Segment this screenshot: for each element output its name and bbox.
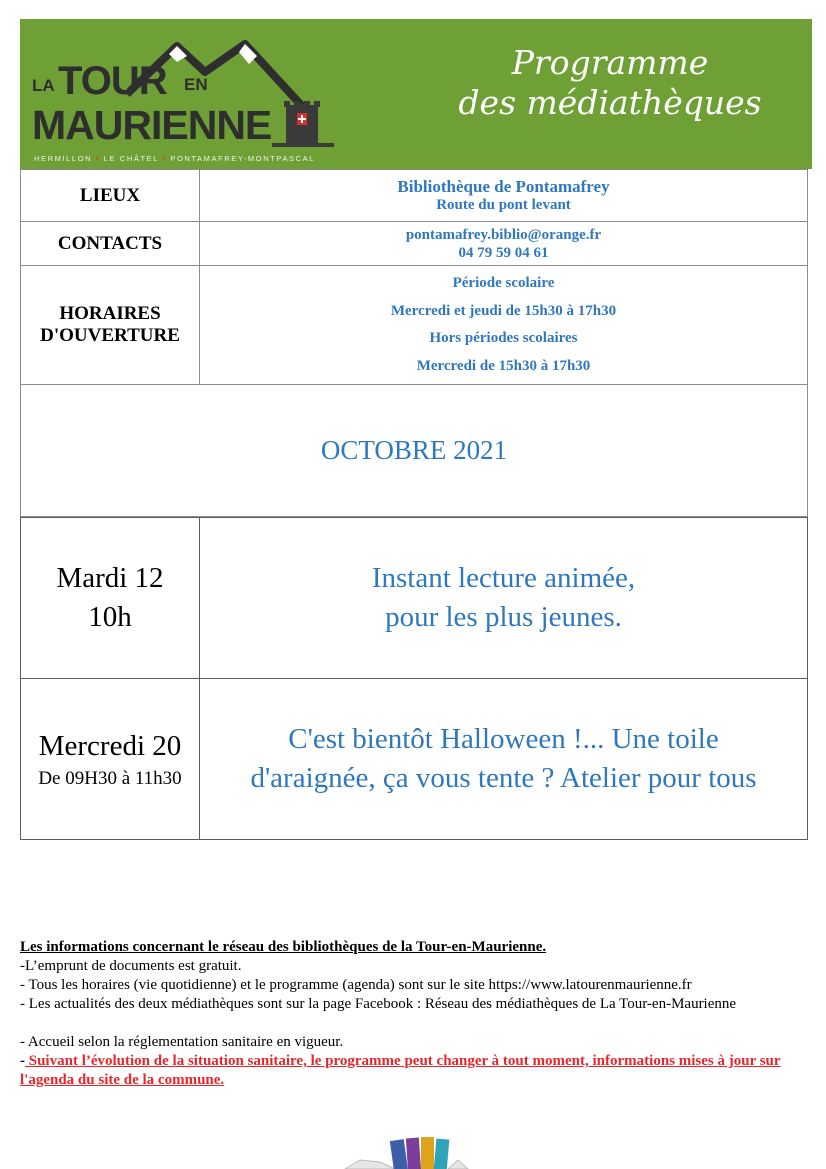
program-title: Programme des médiathèques [458,43,762,122]
castle-icon [272,99,334,149]
event-row [21,518,808,679]
books-illustration-icon [340,1132,470,1169]
row-lieux [21,170,808,222]
hours-line: Mercredi de 15h30 à 17h30 [416,357,591,374]
hours-line: Mercredi et jeudi de 15h30 à 17h30 [390,302,617,319]
hours-line: Hors périodes scolaires [429,330,578,346]
library-address: Route du pont levant [436,196,571,213]
notes-line: -L’emprunt de documents est gratuit. [20,958,242,974]
library-name: Bibliothèque de Pontamafrey [397,176,610,196]
logo-villages: HERMILLON • LE CHÂTEL • PONTAMAFREY-MONTPASCAL [34,154,316,163]
notes-section [20,938,800,1090]
row-horaires [21,266,808,385]
event-date-cell [21,679,200,840]
hours-line: Période scolaire [452,275,555,291]
event-description-cell [200,679,808,840]
logo [32,34,342,163]
logo-la: LA [32,76,55,95]
contacts-label: CONTACTS [21,222,200,266]
event-date: Mardi 12 [56,562,164,594]
lieux-value [200,170,808,222]
logo-maurienne: MAURIENNE [32,102,272,148]
info-table [20,169,808,385]
month-box [20,385,808,517]
row-contacts [21,222,808,266]
event-date: Mercredi 20 [38,729,182,762]
spacer [20,1014,800,1033]
events-table [20,517,808,840]
event-description: Instant lecture animée, [371,562,636,594]
event-time: 10h [88,601,132,633]
event-description-cell [200,518,808,679]
header-banner [20,19,812,169]
phone-number: 04 79 59 04 61 [458,244,549,261]
event-row [21,679,808,840]
month-title: OCTOBRE 2021 [320,435,508,465]
logo-tour: TOUR [58,59,167,103]
notes-heading: Les informations concernant le réseau des bibliothèques de la Tour-en-Maurienne. [20,939,547,955]
event-description: d'araignée, ça vous tente ? Atelier pour tous [250,762,757,794]
notes-line: - Les actualités des deux médiathèques sont sur la page Facebook : Réseau des médiathèques de La Tour-en-Maurienne [20,996,737,1012]
horaires-label: HORAIRES D'OUVERTURE [21,266,200,385]
event-time: De 09H30 à 11h30 [38,767,182,789]
notes-line: - Tous les horaires (vie quotidienne) et le programme (agenda) sont sur le site https://www.latourenmaurienne.fr [20,977,692,993]
event-description: C'est bientôt Halloween !... Une toile [288,723,719,755]
contacts-value [200,222,808,266]
notes-warning: - Suivant l’évolution de la situation sanitaire, le programme peut changer à tout moment, informations mises à jour sur l'agenda du site de la commune. [20,1053,781,1088]
lieux-label: LIEUX [21,170,200,222]
horaires-value [200,266,808,385]
event-date-cell [21,518,200,679]
email-link[interactable]: pontamafrey.biblio@orange.fr [405,226,602,243]
logo-en: EN [184,75,208,94]
event-description: pour les plus jeunes. [385,601,622,633]
notes-accueil: - Accueil selon la réglementation sanitaire en vigueur. [20,1034,344,1050]
